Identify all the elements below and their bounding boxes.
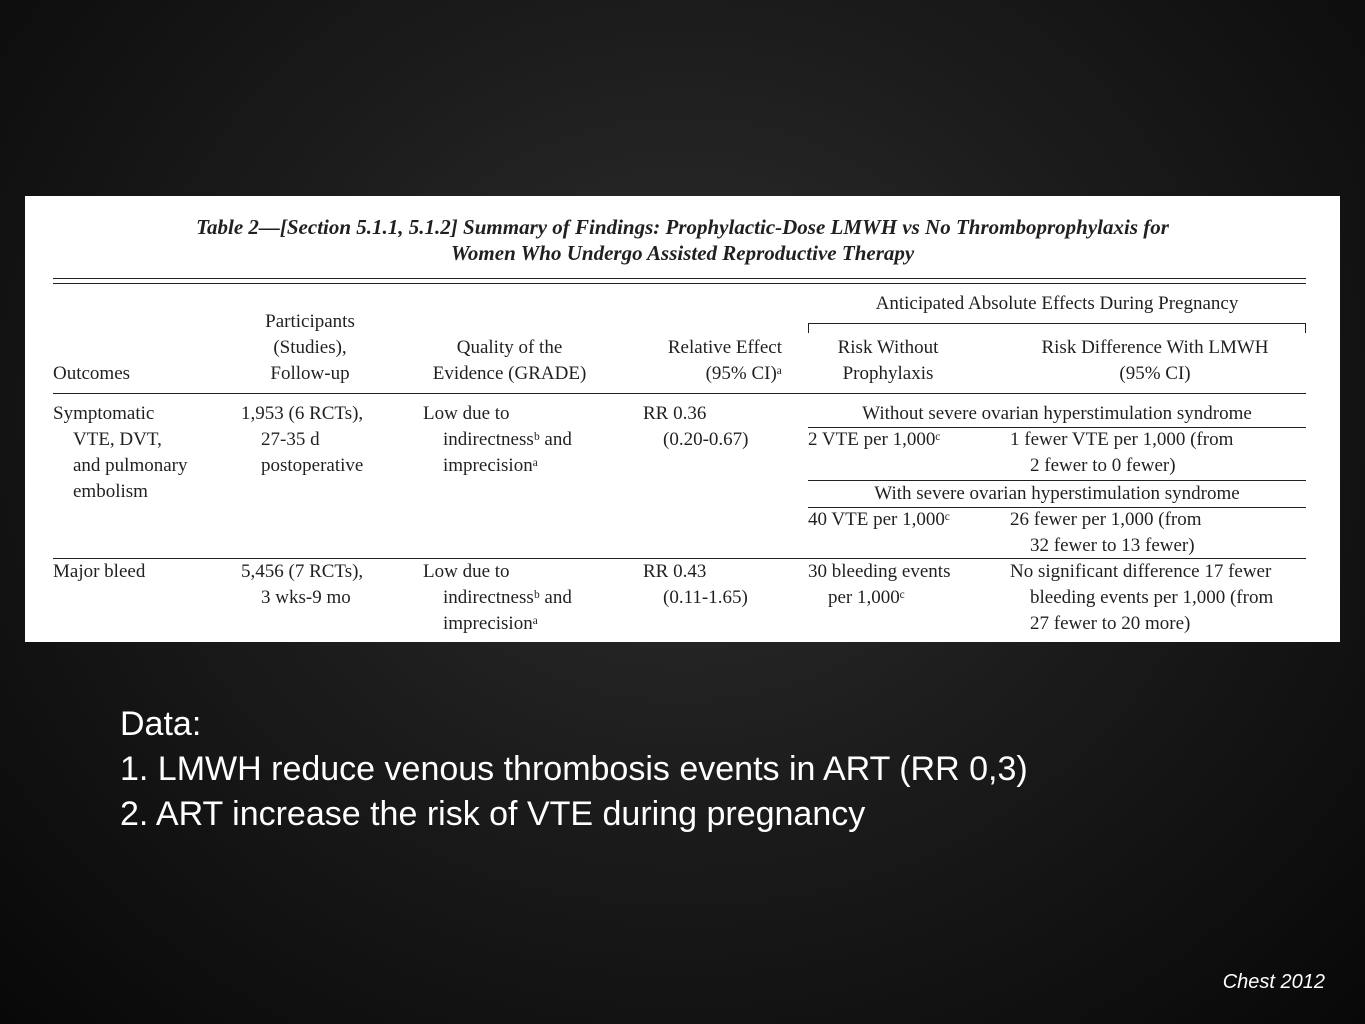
notes-item: 2. ART increase the risk of VTE during pregnancy [120, 795, 866, 833]
group-header: Anticipated Absolute Effects During Pregnancy [875, 293, 1239, 314]
row2-risk-without: 30 bleeding events per 1,000ᶜ [808, 561, 951, 608]
subgroup-label-with-ohss: With severe ovarian hyperstimulation syndrome [874, 483, 1240, 504]
notes-item: 1. LMWH reduce venous thrombosis events in ART (RR 0,3) [120, 750, 1028, 788]
group-bracket-right [1305, 323, 1306, 333]
subgroup1-risk-without: 2 VTE per 1,000ᶜ [808, 429, 941, 450]
row2-outcome: Major bleed [53, 561, 146, 582]
summary-table [25, 196, 1340, 642]
row1-relative-effect: RR 0.36 (0.20-0.67) [643, 403, 749, 450]
subgroup-label-without-ohss: Without severe ovarian hyperstimulation syndrome [862, 403, 1252, 424]
row1-outcome: Symptomatic VTE, DVT, and pulmonary embolism [53, 403, 188, 502]
group-header-rule [808, 323, 1306, 324]
subgroup1-risk-difference: 1 fewer VTE per 1,000 (from 2 fewer to 0 fewer) [1010, 429, 1234, 476]
table-caption [25, 214, 1340, 266]
row1-participants: 1,953 (6 RCTs), 27-35 d postoperative [241, 403, 364, 476]
row2-quality: Low due to indirectnessᵇ and imprecisionᵃ [423, 561, 572, 634]
header-relative-effect: Relative Effect (95% CI)ᵃ [667, 337, 782, 384]
row2-participants: 5,456 (7 RCTs), 3 wks-9 mo [241, 561, 364, 608]
table-caption-line: Table 2—[Section 5.1.1, 5.1.2] Summary of Findings: Prophylactic-Dose LMWH vs No Thromboprophylaxis for [196, 215, 1169, 239]
group-bracket-left [808, 323, 809, 333]
header-quality: Quality of the Evidence (GRADE) [432, 337, 587, 384]
header-outcomes: Outcomes [53, 363, 131, 384]
header-bottom-rule [53, 393, 1306, 394]
subgroup2-risk-without: 40 VTE per 1,000ᶜ [808, 509, 950, 530]
table-top-rule [53, 278, 1306, 279]
header-participants: Participants (Studies), Follow-up [265, 311, 355, 384]
table-top-rule [53, 283, 1306, 284]
row2-risk-difference: No significant difference 17 fewer bleeding events per 1,000 (from 27 fewer to 20 more) [1010, 561, 1274, 634]
subgroup2-risk-difference: 26 fewer per 1,000 (from 32 fewer to 13 fewer) [1010, 509, 1202, 556]
notes-heading: Data: [120, 705, 202, 743]
row2-relative-effect: RR 0.43 (0.11-1.65) [643, 561, 748, 608]
header-risk-without: Risk Without Prophylaxis [837, 337, 939, 384]
source-citation: Chest 2012 [1222, 971, 1325, 993]
data-notes [120, 702, 1028, 837]
header-risk-difference: Risk Difference With LMWH (95% CI) [1041, 337, 1269, 384]
table-caption-line: Women Who Undergo Assisted Reproductive Therapy [450, 241, 915, 265]
row1-quality: Low due to indirectnessᵇ and imprecisionᵃ [423, 403, 572, 476]
